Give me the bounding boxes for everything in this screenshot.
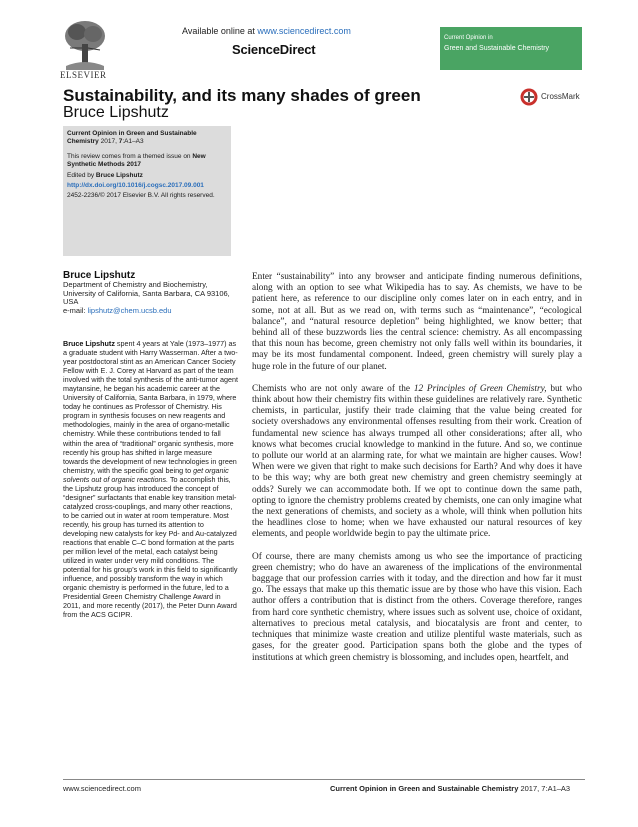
article-info-box bbox=[63, 126, 231, 256]
themed-issue-name: New Synthetic Methods 2017 bbox=[67, 153, 206, 168]
article-author: Bruce Lipshutz bbox=[63, 104, 169, 121]
availability-prefix: Available online at bbox=[182, 26, 258, 36]
bio-email-line bbox=[63, 307, 239, 316]
journal-banner-line2: Green and Sustainable Chemistry bbox=[444, 45, 550, 52]
bio-text-name: Bruce Lipshutz bbox=[63, 339, 115, 348]
doi-link[interactable]: http://dx.doi.org/10.1016/j.cogsc.2017.09.001 bbox=[67, 182, 204, 189]
edited-by-prefix: Edited by bbox=[67, 172, 96, 179]
editor-name: Bruce Lipshutz bbox=[95, 172, 143, 179]
bio-text-italic: get organic solvents out of organic reactions. bbox=[63, 465, 229, 484]
bio-email-link[interactable]: lipshutz@chem.ucsb.edu bbox=[87, 305, 172, 315]
journal-banner bbox=[440, 27, 582, 70]
journal-banner-line1: Current Opinion in bbox=[444, 35, 493, 41]
elsevier-wordmark: ELSEVIER bbox=[60, 70, 107, 80]
footer-rule bbox=[63, 779, 585, 780]
body-p2-part1: Chemists who are not only aware of the bbox=[252, 383, 414, 394]
bio-text-part2: To accomplish this, the Lipshutz group has introduced the concept of “designer” surfactants that enable key transition metal-catalyzed cross-couplings, and many other reactions, to be carried out in water at room temperature. Most recently, his group has turned its attention to developing new catalysts for key Pd- and Au-catalyzed reactions that enable C–C bond formation at the parts per million level of the metal, each catalyst being utilized in water under very mild conditions. The potential for his group’s work in this field to significantly influence, and possibly transform the way in which organic chemistry is performed in the future, led to a Presidential Green Chemistry Challenge Award in 2011, and more recently (2017), the Peter Dunn Award from the ACS GCIPR. bbox=[63, 474, 238, 620]
footer-journal-name: Current Opinion in Green and Sustainable Chemistry bbox=[330, 784, 519, 793]
bio-text-part1: spent 4 years at Yale (1973–1977) as a graduate student with Harry Wasserman. After a two-year postdoctoral stint as an American Cancer Society Fellow with E. J. Corey at Harvard as part of the team involved with the total synthesis of the anti-tumor agent maytansine, he began his academic career at the University of California, Santa Barbara, in 1979, where today he continues as Professor of Chemistry. His program in synthesis focuses on new reagents and methodologies, mainly in the area of organo-metallic chemistry. While these contributions tended to fall within the area of “traditional” organic synthesis, more recently his group has shifted in large measure towards the development of new technologies in green chemistry, with the specific goal being to bbox=[63, 339, 238, 475]
body-p2-italic: 12 Principles of Green Chemistry, bbox=[413, 383, 547, 394]
edited-by bbox=[67, 172, 227, 180]
article-title: Sustainability, and its many shades of green bbox=[63, 86, 421, 105]
copyright-note: 2452-2236/© 2017 Elsevier B.V. All rights reserved. bbox=[67, 192, 215, 199]
bio-affiliation-block bbox=[63, 281, 239, 315]
body-p2-part2: but who think about how their chemistry fits within these guidelines are relatively rare. Synthetic chemists, in particular, justify their trade claiming that the value being created for society overshadows any environmental offenses resulting from their work. Creation of fundamental new science has always trumped all other considerations; after all, who knows what becomes crucial knowledge to mankind in the future. And so, we continue to pollute our world at an alarming rate, for what we maintain are higher causes. Wow! When were we given that right to make such decisions for Earth? And why does it have to be this way; why are both great new chemistry and green chemistry seemingly at odds? Surely we can accommodate both. If we opt to continue down the same path, opting to ignore the chemistry problems created by chemists, one can only imagine what the next generations of chemists, and society as a whole, will think when pollution hits the headlines close to home; when we have exhausted our natural resources of key elements, and people worldwide begin to pay the ultimate price. bbox=[252, 383, 582, 540]
body-paragraph-1: Enter “sustainability” into any browser and anticipate finding numerous definitions, along with an option to see what Wikipedia has to say. As chemists, we have to be patient here, as reference to our discipline only comes later on in each entry, and in some, not at all. But as we read on, with terms such as “maintenance”, “ecological balance”, and “natural resource depletion” being highlighted, we know better; that behind all of these buzzwords lies the central science: chemistry. As all encompassing that this noun has become, green chemistry not only falls well within its boundaries, it may be its most fundamental component. Indeed, green chemistry will surely play a huge role in the future of our planet. bbox=[252, 272, 582, 372]
sciencedirect-link[interactable]: www.sciencedirect.com bbox=[257, 26, 351, 36]
journal-citation-year: 2017, bbox=[98, 138, 119, 145]
body-paragraph-2 bbox=[252, 384, 582, 541]
bio-name: Bruce Lipshutz bbox=[63, 270, 136, 281]
availability-line bbox=[182, 26, 351, 36]
journal-citation-pages: :A1–A3 bbox=[122, 138, 144, 145]
themed-issue-note bbox=[67, 153, 227, 169]
footer-journal-citation: 2017, 7:A1–A3 bbox=[518, 784, 571, 793]
bio-email-prefix: e-mail: bbox=[63, 305, 88, 315]
journal-citation-name: Current Opinion in Green and Sustainable Chemistry bbox=[67, 130, 197, 145]
footer-citation bbox=[330, 784, 570, 793]
crossmark-icon[interactable] bbox=[520, 88, 538, 106]
crossmark-label[interactable]: CrossMark bbox=[541, 92, 580, 101]
journal-citation-volume: 7 bbox=[118, 138, 123, 145]
body-paragraph-3: Of course, there are many chemists among us who see the importance of practicing green chemistry; who do have an awareness of the implications of the environmental baggage that our profession carries with it today, and the direction and how far it must go. The essays that make up this thematic issue are by those who have this vision. Each author offers a contribution that is distinct from the others. Coverage therefore, ranges from hard core synthetic chemistry, where issues such as solvent use, choice of oxidant, alternatives to precious metal catalysis, and biocatalysis are front and center, to techniques that minimize waste creation and utilize plentiful waste materials, such as gases, for the greater good. Participation spans both the globe and the types of institutions at which green chemistry is blossoming, and includes open, heartfelt, and bbox=[252, 551, 582, 663]
sciencedirect-wordmark: ScienceDirect bbox=[232, 42, 316, 57]
article-body bbox=[252, 272, 582, 675]
footer-url[interactable]: www.sciencedirect.com bbox=[63, 784, 141, 793]
bio-paragraph bbox=[63, 339, 239, 619]
bio-affiliation: Department of Chemistry and Biochemistry, University of California, Santa Barbara, CA 93106, USA bbox=[63, 280, 230, 307]
elsevier-tree-logo bbox=[62, 18, 108, 72]
themed-issue-prefix: This review comes from a themed issue on bbox=[67, 153, 193, 160]
journal-citation bbox=[67, 130, 227, 146]
